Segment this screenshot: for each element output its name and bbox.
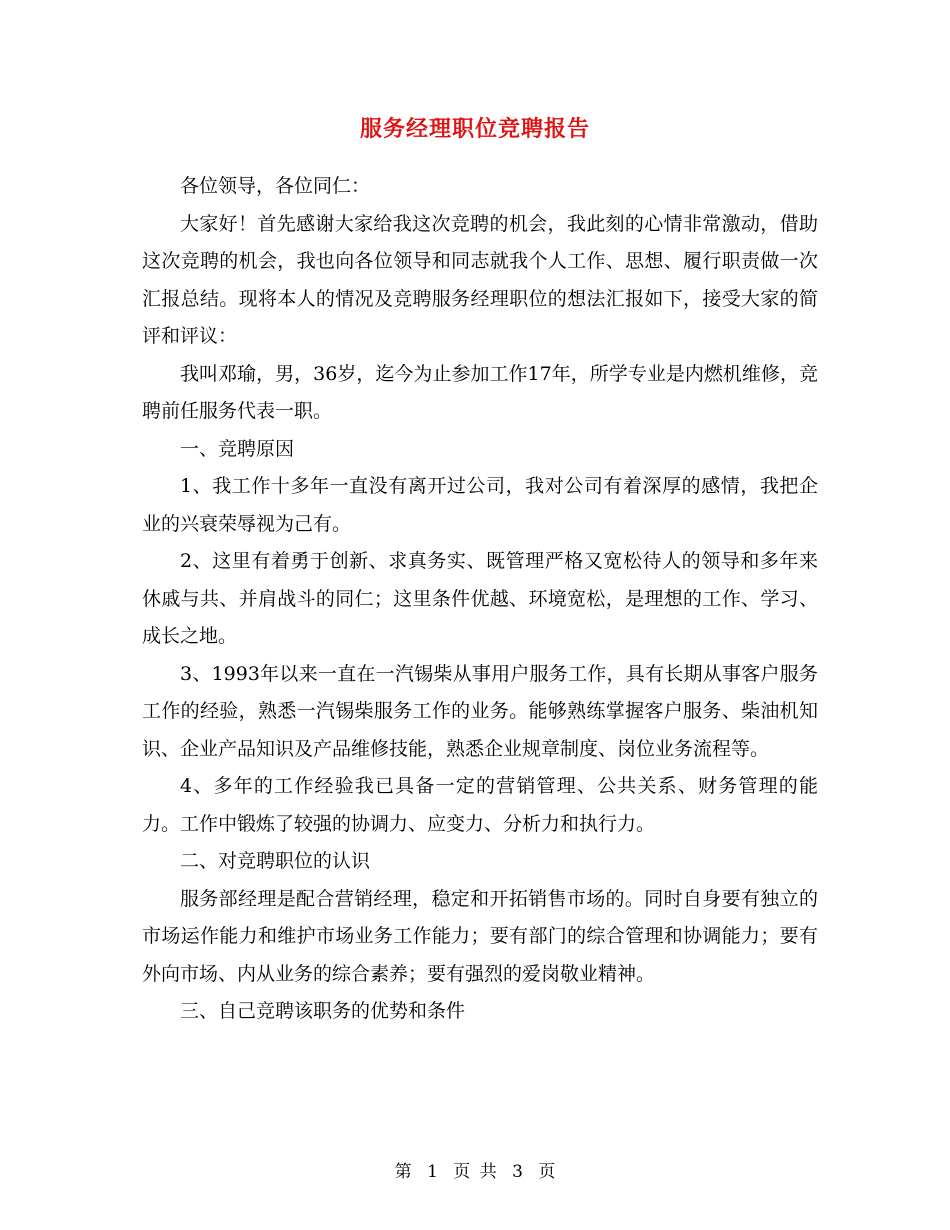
section-heading-reasons: 一、竞聘原因 [180,437,295,460]
paragraph-reason-4: 4、多年的工作经验我已具备一定的营销管理、公共关系、财务管理的能力。工作中锻炼了较强的协调力、应变力、分析力和执行力。 [142,775,818,835]
footer-total-pages: 3 [512,1162,523,1182]
footer-current-page: 1 [427,1162,438,1182]
paragraph-self-introduction: 我叫邓瑜，男，36岁，迄今为止参加工作17年，所学专业是内燃机维修，竞聘前任服务代表一职。 [142,362,818,422]
footer-middle: 页 共 [453,1162,497,1182]
section-heading-advantages: 三、自己竞聘该职务的优势和条件 [180,1000,466,1022]
paragraph-understanding: 服务部经理是配合营销经理，稳定和开拓销售市场的。同时自身要有独立的市场运作能力和维护市场业务工作能力；要有部门的综合管理和协调能力；要有外向市场、内从业务的综合素养；要有强烈的爱岗敬业精神。 [142,887,818,985]
page-footer [0,1157,950,1182]
footer-prefix: 第 [394,1162,412,1182]
paragraph-reason-3: 3、1993年以来一直在一汽锡柴从事用户服务工作，具有长期从事客户服务工作的经验，熟悉一汽锡柴服务工作的业务。能够熟练掌握客户服务、柴油机知识、企业产品知识及产品维修技能，熟悉企业规章制度、岗位业务流程等。 [142,662,818,760]
paragraph-reason-1: 1、我工作十多年一直没有离开过公司，我对公司有着深厚的感情，我把企业的兴衰荣辱视为己有。 [142,475,818,535]
paragraph-reason-2: 2、这里有着勇于创新、求真务实、既管理严格又宽松待人的领导和多年来休戚与共、并肩战斗的同仁；这里条件优越、环境宽松，是理想的工作、学习、成长之地。 [142,550,818,647]
paragraph-salutation: 各位领导，各位同仁： [180,175,371,197]
footer-suffix: 页 [538,1162,556,1182]
document-body [142,168,818,1031]
paragraph-intro: 大家好！首先感谢大家给我这次竞聘的机会，我此刻的心情非常激动，借助这次竞聘的机会，我也向各位领导和同志就我个人工作、思想、履行职责做一次汇报总结。现将本人的情况及竞聘服务经理职位的想法汇报如下，接受大家的简评和评议： [142,212,818,347]
section-heading-understanding: 二、对竞聘职位的认识 [180,850,371,872]
page-title: 服务经理职位竞聘报告 [359,116,590,142]
